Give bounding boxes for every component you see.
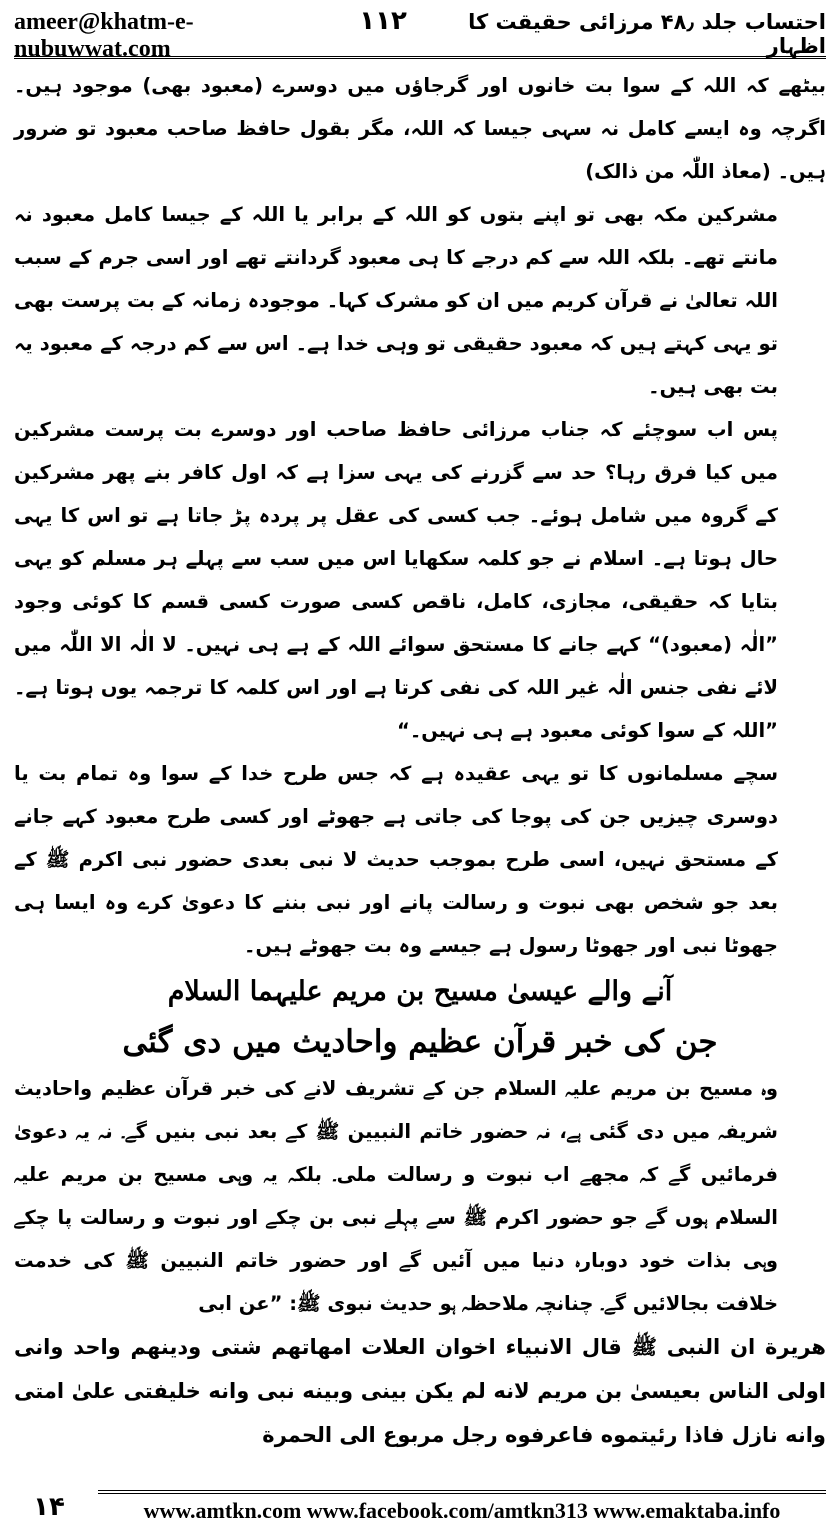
header-email[interactable]: ameer@khatm-e-nubuwwat.com [14,8,194,62]
paragraph-1: بیٹھے کہ اللہ کے سوا بت خانوں اور گرجاؤں میں دوسرے (معبود بھی) موجود ہیں۔ اگرچہ وہ ایسے کامل نہ سہی جیسا کہ اللہ، مگر بقول حافظ صاحب معبود تو ضرور ہیں۔ (معاذ اللّٰہ من ذالک) [14,74,826,183]
paragraph-2: مشرکین مکہ بھی تو اپنے بتوں کو اللہ کے برابر یا اللہ کے جیسا کامل معبود نہ مانتے تھے۔ بلکہ اللہ سے کم درجے کا ہی معبود گردانتے تھے اور اسی جرم کے سبب اللہ تعالیٰ نے قرآن کریم میں ان کو مشرک کہا۔ موجودہ زمانہ کے بت پرست بھی تو یہی کہتے ہیں کہ معبود حقیقی تو وہی خدا ہے۔ اس سے کم درجہ کے معبود یہ بت بھی ہیں۔ [14,203,778,398]
footer-links[interactable]: www.amtkn.com www.facebook.com/amtkn313 www.emaktaba.info [98,1490,826,1524]
header-page-number: ۱۱۲ [359,5,407,36]
arabic-hadith: هريرة ان النبی ﷺ قال الانبياء اخوان العلات امهاتهم شتی ودينهم واحد وانی اولی الناس بعيسیٰ بن مريم لانه لم يكن بينی وبينه نبی وانه خليفتی علیٰ امتی وانه نازل فاذا رئيتموه فاعرفوه رجل مربوع الی الحمرة [14,1335,826,1447]
footer-page-number: ۱۴ [33,1492,65,1522]
page-header [14,5,826,62]
section-heading-line-1: آنے والے عیسیٰ مسیح بن مریم علیہما السلام [167,976,673,1007]
paragraph-5: وہ مسیح بن مریم علیہ السلام جن کے تشریف لانے کی خبر قرآن عظیم واحادیث شریفہ میں دی گئی ہے، نہ حضور خاتم النبیین ﷺ کے بعد نبی بنیں گے۔ نہ یہ دعویٰ فرمائیں گے کہ مجھے اب نبوت و رسالت ملی۔ بلکہ یہ وہی مسیح بن مریم علیہ السلام ہوں گے جو حضور اکرم ﷺ سے پہلے نبی بن چکے اور نبوت و رسالت پا چکے وہی بذات خود دوبارہ دنیا میں آئیں گے اور حضور خاتم النبیین ﷺ کی خدمت خلافت بجالائیں گے۔ چنانچہ ملاحظہ ہو حدیث نبوی ﷺ: ”عن ابی [14,1077,778,1315]
paragraph-4: سچے مسلمانوں کا تو یہی عقیدہ ہے کہ جس طرح خدا کے سوا وہ تمام بت یا دوسری چیزیں جن کی پوجا کی جاتی ہے جھوٹے اور کسی طرح معبود کہے جانے کے مستحق نہیں، اسی طرح بموجب حدیث لا نبی بعدی حضور نبی اکرم ﷺ کے بعد جو شخص بھی نبوت و رسالت پانے اور نبی بننے کا دعویٰ کرے وہ ایسا ہی جھوٹا نبی اور جھوٹا رسول ہے جیسے وہ بت جھوٹے ہیں۔ [14,762,778,957]
header-left [14,6,407,63]
section-heading-line-2: جن کی خبر قرآن عظیم واحادیث میں دی گئی [122,1024,718,1060]
page-body [14,64,826,1457]
header-title: احتساب جلد ۴۸٫ مرزائی حقیقت کا اظہار [468,10,826,58]
page-footer [14,1484,826,1530]
paragraph-3: پس اب سوچئے کہ جناب مرزائی حافظ صاحب اور دوسرے بت پرست مشرکین میں کیا فرق رہا؟ حد سے گزرنے کی یہی سزا ہے کہ اول کافر بنے پھر مشرکین کے گروہ میں شامل ہوئے۔ جب کسی کی عقل پر پردہ پڑ جاتا ہے تو اس کا یہی حال ہوتا ہے۔ اسلام نے جو کلمہ سکھایا اس میں سب سے پہلے ہر مسلم کو یہی بتایا کہ حقیقی، مجازی، کامل، ناقص کسی صورت کسی قسم کا کوئی وجود ”الٰہ (معبود)“ کہے جانے کا مستحق سوائے اللہ کے ہے ہی نہیں۔ لا الٰہ الا اللّٰہ میں لائے نفی جنس الٰہ غیر اللہ کی نفی کرتا ہے اور اس کلمہ کا ترجمہ یوں ہوتا ہے۔ ”اللہ کے سوا کوئی معبود ہے ہی نہیں۔“ [14,418,778,742]
